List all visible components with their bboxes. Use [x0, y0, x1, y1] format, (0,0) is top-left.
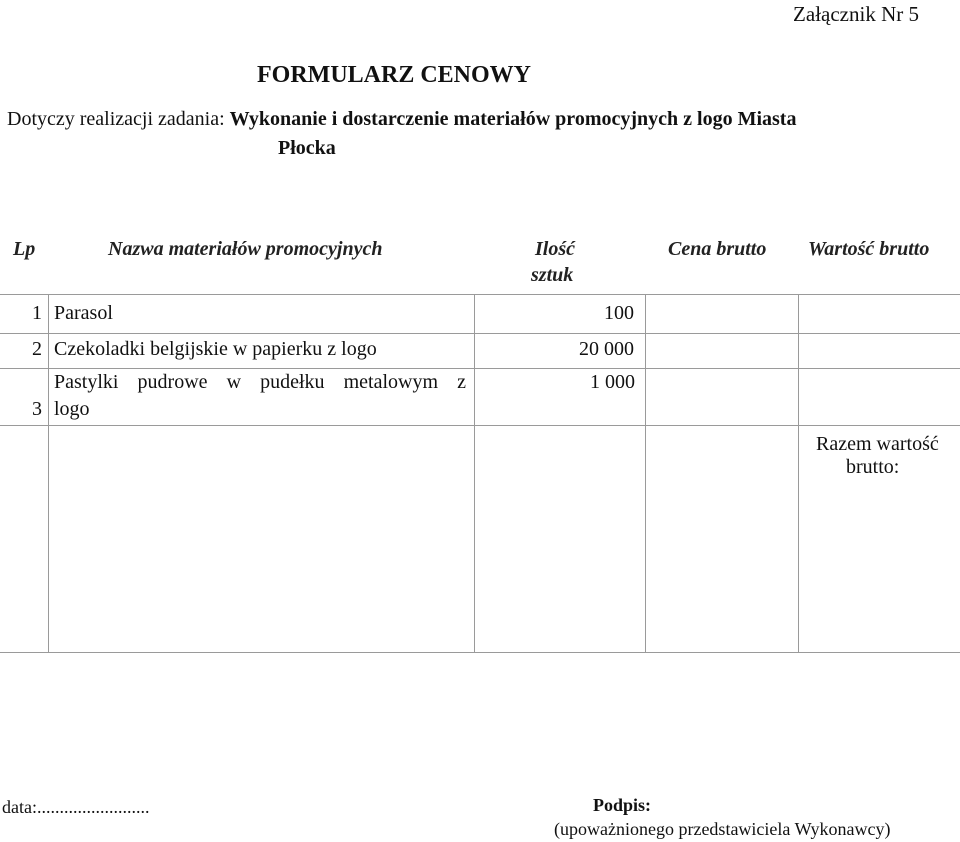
row2-lp: 2 — [32, 338, 42, 360]
col-header-qty: Ilość — [535, 238, 575, 260]
table-col-rule — [474, 294, 475, 652]
table-col-rule — [48, 294, 49, 652]
row3-name-line2: logo — [54, 398, 90, 420]
col-header-value: Wartość brutto — [808, 238, 930, 260]
table-rule — [0, 652, 960, 653]
row1-name: Parasol — [54, 302, 113, 324]
row3-name-line1: Pastylki pudrowe w pudełku metalowym z — [54, 371, 466, 393]
table-col-rule — [798, 294, 799, 652]
row2-qty: 20 000 — [579, 338, 634, 360]
row1-qty: 100 — [604, 302, 634, 324]
row3-lp: 3 — [32, 398, 42, 420]
col-header-qty-unit: sztuk — [531, 264, 574, 286]
table-rule — [0, 425, 960, 426]
subject-title-line1: Wykonanie i dostarczenie materiałów promocyjnych z logo Miasta — [229, 108, 797, 130]
total-label: Razem wartość — [816, 433, 939, 455]
subject-title-line2: Płocka — [278, 137, 336, 159]
table-col-rule — [645, 294, 646, 652]
row2-name: Czekoladki belgijskie w papierku z logo — [54, 338, 377, 360]
table-rule — [0, 294, 960, 295]
total-label-2: brutto: — [846, 456, 900, 478]
table-rule — [0, 333, 960, 334]
table-rule — [0, 368, 960, 369]
row1-lp: 1 — [32, 302, 42, 324]
annex-label: Załącznik Nr 5 — [793, 2, 919, 26]
row3-qty: 1 000 — [590, 371, 635, 393]
signature-label: Podpis: — [593, 795, 652, 815]
col-header-lp: Lp — [13, 238, 36, 260]
form-title: FORMULARZ CENOWY — [257, 62, 531, 88]
date-field: data:......................... — [2, 797, 150, 817]
subject-text — [7, 105, 957, 163]
signature-who: (upoważnionego przedstawiciela Wykonawcy) — [554, 819, 891, 839]
subject-prefix: Dotyczy realizacji zadania: — [7, 108, 225, 130]
col-header-price: Cena brutto — [668, 238, 767, 260]
col-header-name: Nazwa materiałów promocyjnych — [108, 238, 383, 260]
